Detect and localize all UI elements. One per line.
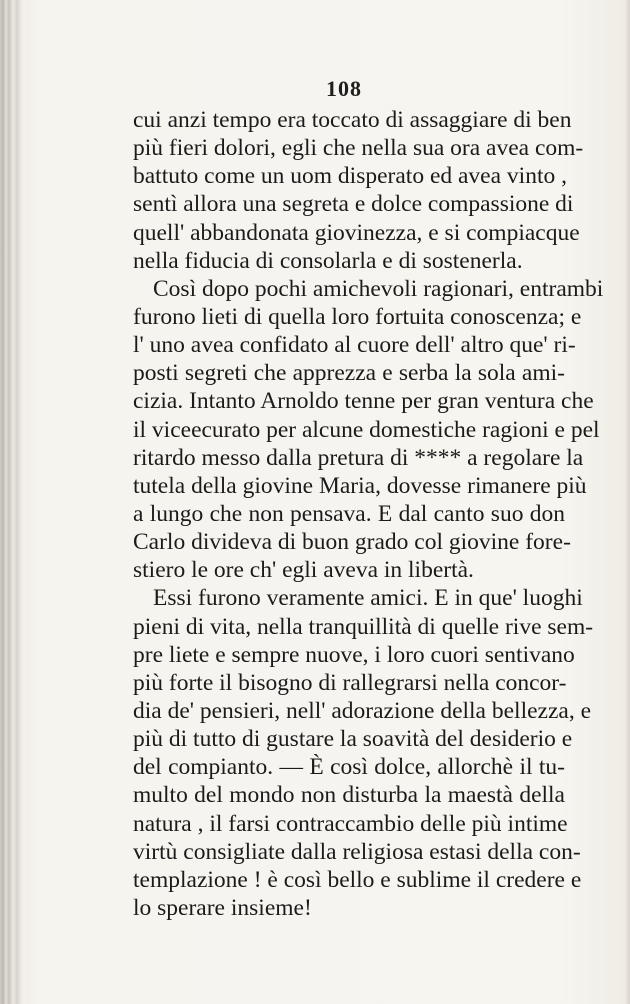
text-line: virtù consigliate dalla religiosa estasi della con- xyxy=(133,838,581,865)
text-line: dia de' pensieri, nell' adorazione della bellezza, e xyxy=(133,697,591,724)
text-line: pre liete e sempre nuove, i loro cuori sentivano xyxy=(133,641,575,668)
text-line: battuto come un uom disperato ed avea vinto , xyxy=(133,163,567,190)
text-line: a lungo che non pensava. E dal canto suo don xyxy=(133,500,565,527)
page-edge xyxy=(624,0,630,1004)
text-line: il viceecurato per alcune domestiche ragioni e pel xyxy=(133,416,600,443)
book-spine-shadow xyxy=(0,0,26,1004)
text-line: Così dopo pochi amichevoli ragionari, entrambi xyxy=(153,275,604,302)
text-line: nella fiducia di consolarla e di sostenerla. xyxy=(133,247,523,274)
text-line: Essi furono veramente amici. E in que' luoghi xyxy=(153,585,583,612)
text-line: più di tutto di gustare la soavità del desiderio e xyxy=(133,726,573,753)
text-line: pieni di vita, nella tranquillità di quelle rive sem- xyxy=(133,613,594,640)
text-line: natura , il farsi contraccambio delle più intime xyxy=(133,810,568,837)
text-line: lo sperare insieme! xyxy=(133,894,312,921)
page-number: 108 xyxy=(326,76,362,101)
text-line: templazione ! è così bello e sublime il credere e xyxy=(133,866,582,893)
text-line: più fieri dolori, egli che nella sua ora avea com- xyxy=(133,135,584,162)
text-line: cui anzi tempo era toccato di assaggiare di ben xyxy=(133,107,572,133)
text-line: furono lieti di quella loro fortuita conoscenza; e xyxy=(133,303,582,330)
text-line: posti segreti che apprezza e serba la sola ami- xyxy=(133,360,565,387)
text-line: del compianto. — È così dolce, allorchè il tu- xyxy=(133,754,565,781)
text-line: l' uno avea confidato al cuore dell' altro que' ri- xyxy=(133,332,576,359)
text-line: quell' abbandonata giovinezza, e si compiacque xyxy=(133,219,580,246)
body-text xyxy=(133,106,604,922)
text-line: stiero le ore ch' egli aveva in libertà. xyxy=(133,557,474,584)
text-line: ritardo messo dalla pretura di **** a regolare la xyxy=(133,444,584,471)
text-line: cizia. Intanto Arnoldo tenne per gran ventura che xyxy=(133,388,594,415)
text-line: multo del mondo non disturba la maestà della xyxy=(133,782,565,809)
text-line: Carlo divideva di buon grado col giovine fore- xyxy=(133,529,571,556)
text-line: sentì allora una segreta e dolce compassione di xyxy=(133,191,574,218)
text-line: più forte il bisogno di rallegrarsi nella concor- xyxy=(133,669,567,696)
text-line: tutela della giovine Maria, dovesse rimanere più xyxy=(133,472,587,499)
